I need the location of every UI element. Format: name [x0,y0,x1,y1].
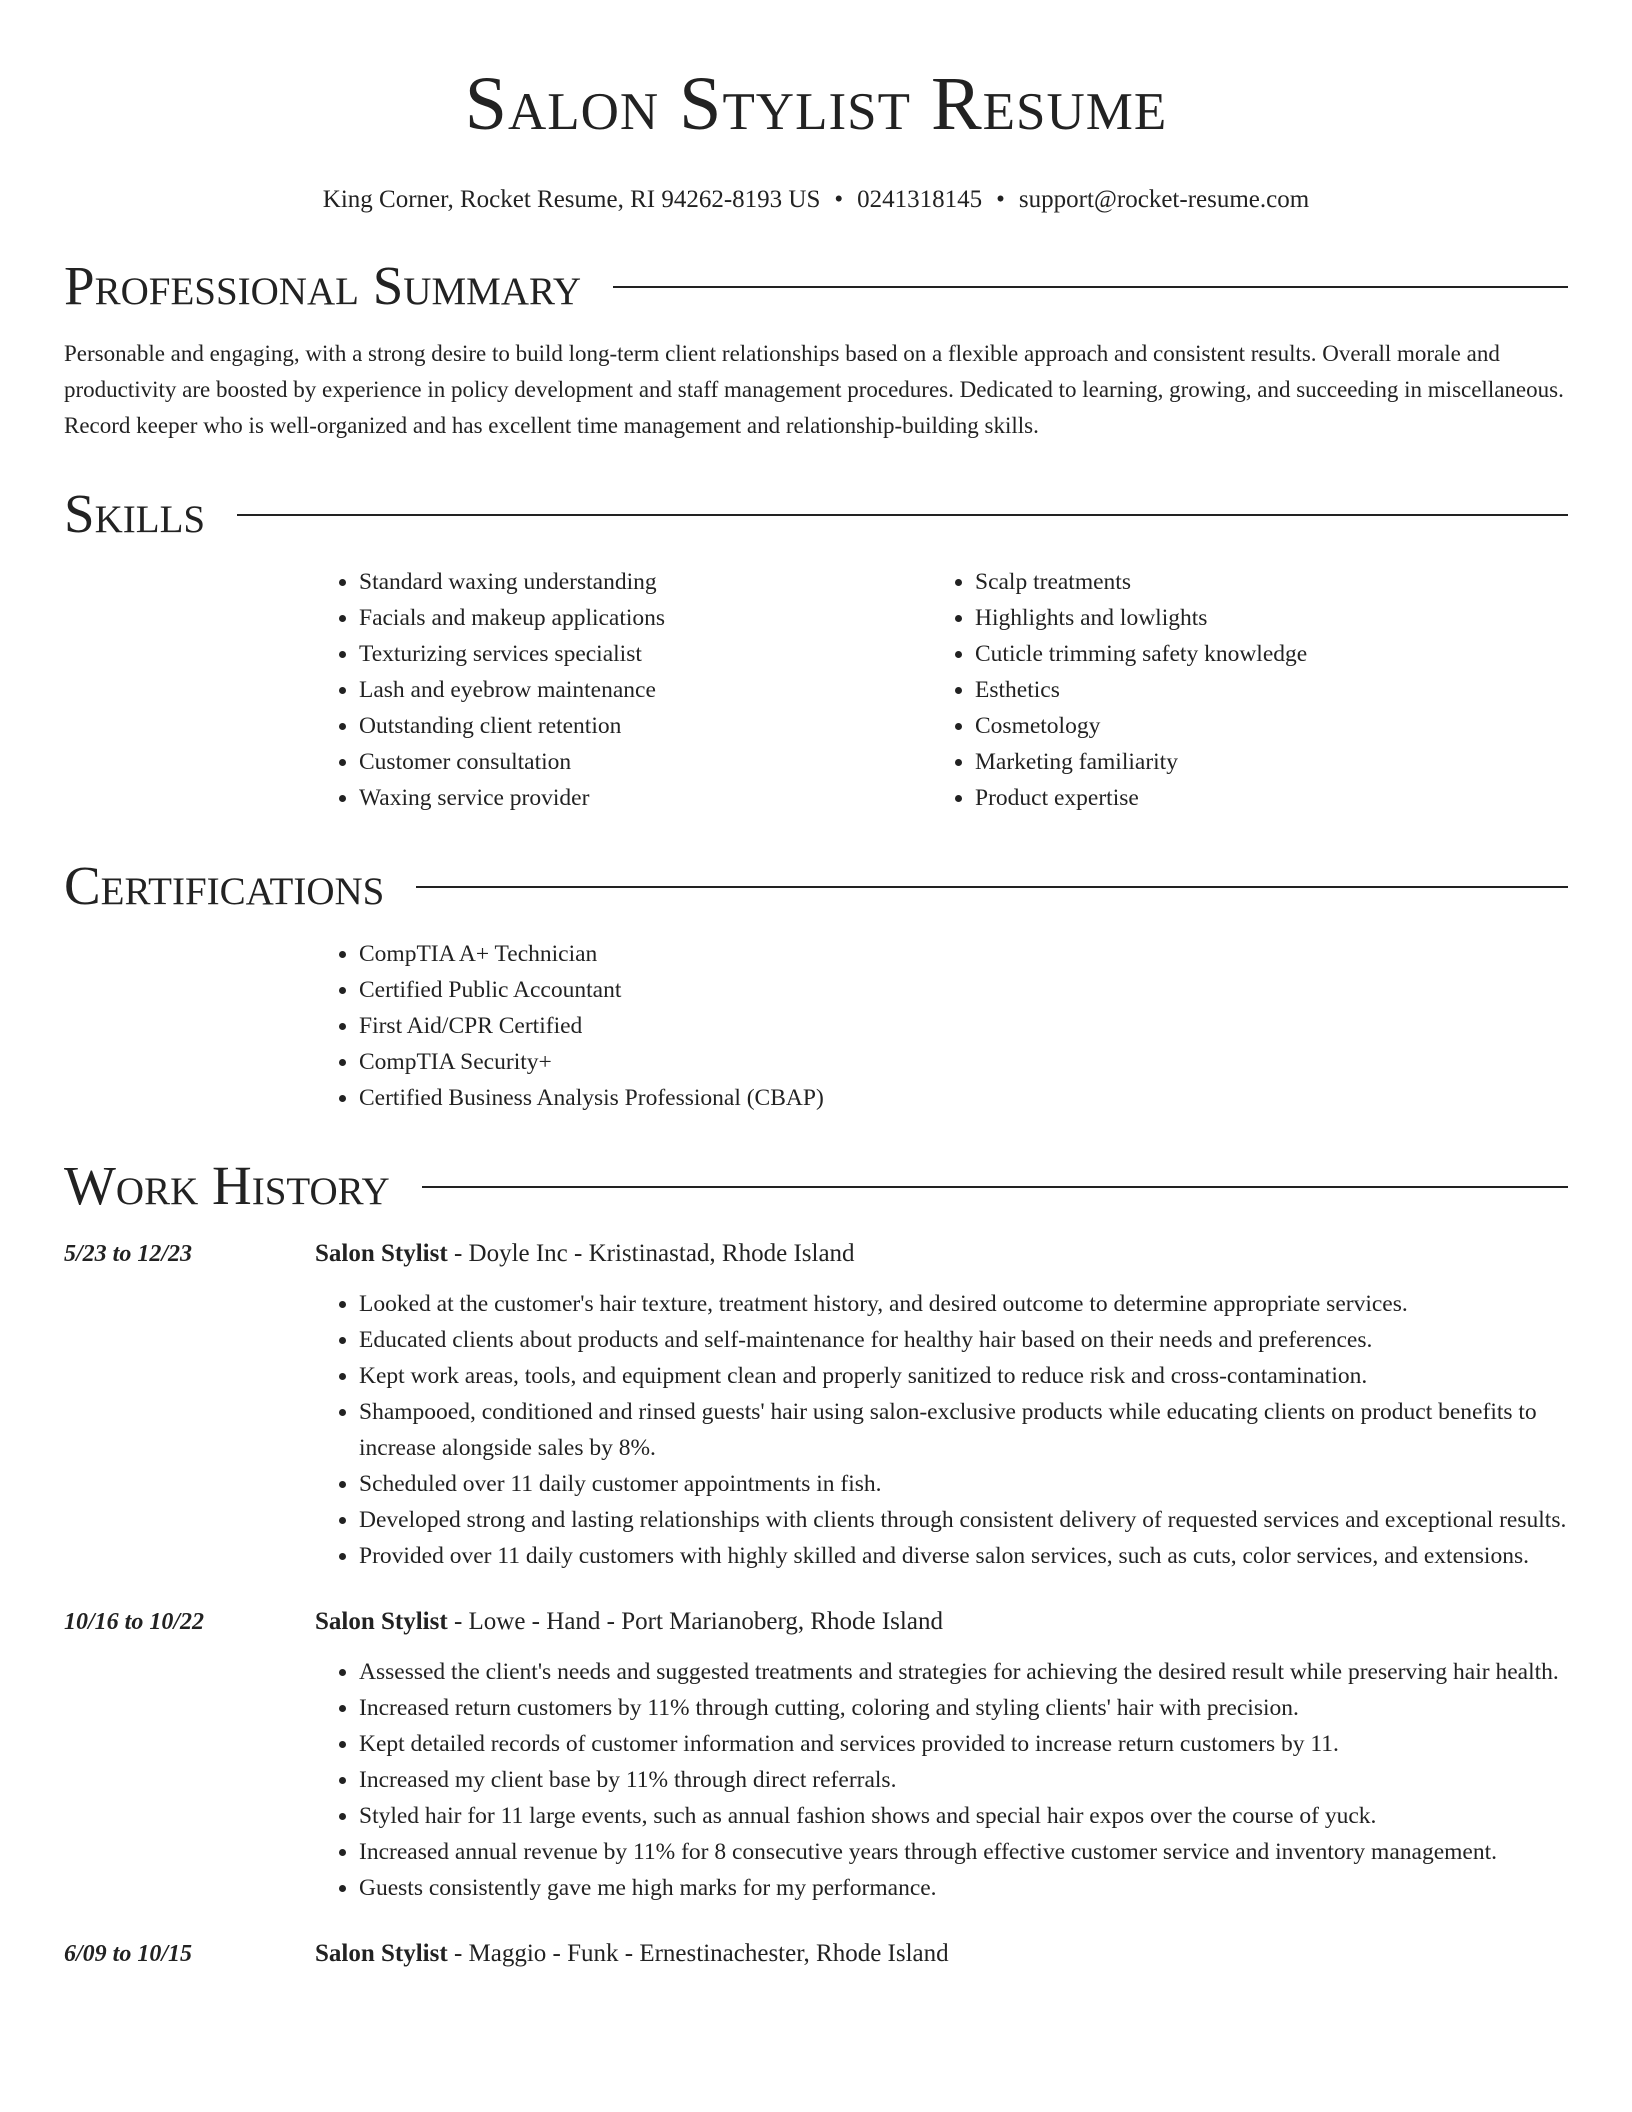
job-employer: - Lowe - Hand - Port Marianoberg, Rhode Island [447,1608,943,1635]
contact-email: support@rocket-resume.com [1018,186,1310,213]
contact-separator: • [996,186,1005,213]
job-role: Salon Stylist [315,1940,448,1967]
work-history-heading: Work History [64,1155,390,1216]
job-entry [64,1236,1568,1574]
certification-item: • Certified Public Accountant [359,972,1568,1008]
job-bullet: • Increased my client base by 11% through direct referrals. [359,1762,1568,1798]
job-bullet: • Styled hair for 11 large events, such as annual fashion shows and special hair expos over the course of yuck. [359,1798,1568,1834]
certifications-heading-row [64,856,1568,916]
job-bullet: • Educated clients about products and self-maintenance for healthy hair based on their needs and preferences. [359,1322,1568,1358]
skill-item: • Texturizing services specialist [359,636,931,672]
job-bullet: • Increased return customers by 11% through cutting, coloring and styling clients' hair with precision. [359,1690,1568,1726]
job-role: Salon Stylist [315,1240,448,1267]
job-bullet: • Scheduled over 11 daily customer appointments in fish. [359,1466,1568,1502]
job-entry [64,1936,1568,1986]
job-bullet: • Kept work areas, tools, and equipment clean and properly sanitized to reduce risk and cross-contamination. [359,1358,1568,1394]
job-main [315,1236,1568,1574]
job-bullets [315,1654,1568,1906]
section-divider [613,286,1568,288]
skill-item: • Marketing familiarity [975,744,1547,780]
certifications-heading: Certifications [64,855,385,916]
contact-separator: • [834,186,844,213]
job-main [315,1936,1568,1986]
certification-item: • CompTIA Security+ [359,1044,1568,1080]
work-history-heading-row [64,1156,1568,1216]
skills-list-left [315,564,931,816]
job-employer: - Doyle Inc - Kristinastad, Rhode Island [447,1240,855,1267]
job-dates: 5/23 to 12/23 [64,1241,193,1267]
certification-item: • Certified Business Analysis Professional (CBAP) [359,1080,1568,1116]
resume-title: Salon Stylist Resume [464,62,1168,146]
job-bullet: • Looked at the customer's hair texture, treatment history, and desired outcome to determine appropriate services. [359,1286,1568,1322]
skill-item: • Outstanding client retention [359,708,931,744]
summary-heading-row [64,256,1568,316]
skill-item: • Facials and makeup applications [359,600,931,636]
job-bullets [315,1286,1568,1574]
contact-line [64,184,1568,216]
certifications-list [315,936,1568,1116]
job-bullet: • Kept detailed records of customer information and services provided to increase return customers by 11. [359,1726,1568,1762]
skill-item: • Product expertise [975,780,1547,816]
job-bullet: • Provided over 11 daily customers with highly skilled and diverse salon services, such as cuts, color services, and extensions. [359,1538,1568,1574]
job-employer: - Maggio - Funk - Ernestinachester, Rhode Island [447,1940,949,1967]
job-title-line [315,1604,1568,1640]
job-bullet: • Assessed the client's needs and suggested treatments and strategies for achieving the desired result while preserving hair health. [359,1654,1568,1690]
job-main [315,1604,1568,1906]
job-role: Salon Stylist [315,1608,448,1635]
skill-item: • Scalp treatments [975,564,1547,600]
job-dates: 10/16 to 10/22 [64,1609,205,1635]
skill-item: • Cosmetology [975,708,1547,744]
work-history-section [64,1156,1568,1986]
contact-phone: 0241318145 [857,186,983,213]
skill-item: • Waxing service provider [359,780,931,816]
job-bullet: • Developed strong and lasting relationships with clients through consistent delivery of requested services and exceptional results. [359,1502,1568,1538]
skills-heading: Skills [64,483,206,544]
skill-item: • Highlights and lowlights [975,600,1547,636]
skill-item: • Standard waxing understanding [359,564,931,600]
section-divider [237,514,1568,516]
skills-section [64,484,1568,816]
skills-column-left [315,564,931,816]
skills-list-right [931,564,1547,816]
job-entry [64,1604,1568,1906]
section-divider [416,886,1568,888]
job-title-line [315,1236,1568,1272]
job-dates: 6/09 to 10/15 [64,1941,193,1967]
skills-heading-row [64,484,1568,544]
skill-item: • Cuticle trimming safety knowledge [975,636,1547,672]
job-bullet: • Guests consistently gave me high marks for my performance. [359,1870,1568,1906]
skill-item: • Lash and eyebrow maintenance [359,672,931,708]
summary-text: Personable and engaging, with a strong desire to build long-term client relationships based on a flexible approach and consistent results. Overall morale and productivity are boosted by experience in policy development and staff management procedures. Dedicated to learning, growing, and succeeding in miscellaneous. Record keeper who is well-organized and has excellent time management and relationship-building skills. [64,341,1564,438]
skill-item: • Esthetics [975,672,1547,708]
contact-address: King Corner, Rocket Resume, RI 94262-8193 US [322,186,821,213]
certification-item: • First Aid/CPR Certified [359,1008,1568,1044]
job-bullet: • Shampooed, conditioned and rinsed guests' hair using salon-exclusive products while educating clients on product benefits to increase alongside sales by 8%. [359,1394,1568,1466]
skills-grid [315,564,1568,816]
skill-item: • Customer consultation [359,744,931,780]
certifications-section [64,856,1568,1116]
summary-section [64,256,1568,444]
certification-item: • CompTIA A+ Technician [359,936,1568,972]
skills-column-right [931,564,1547,816]
job-title-line [315,1936,1568,1972]
certifications-body [315,936,1568,1116]
section-divider [422,1186,1568,1188]
summary-heading: Professional Summary [64,255,582,316]
job-bullet: • Increased annual revenue by 11% for 8 consecutive years through effective customer service and inventory management. [359,1834,1568,1870]
